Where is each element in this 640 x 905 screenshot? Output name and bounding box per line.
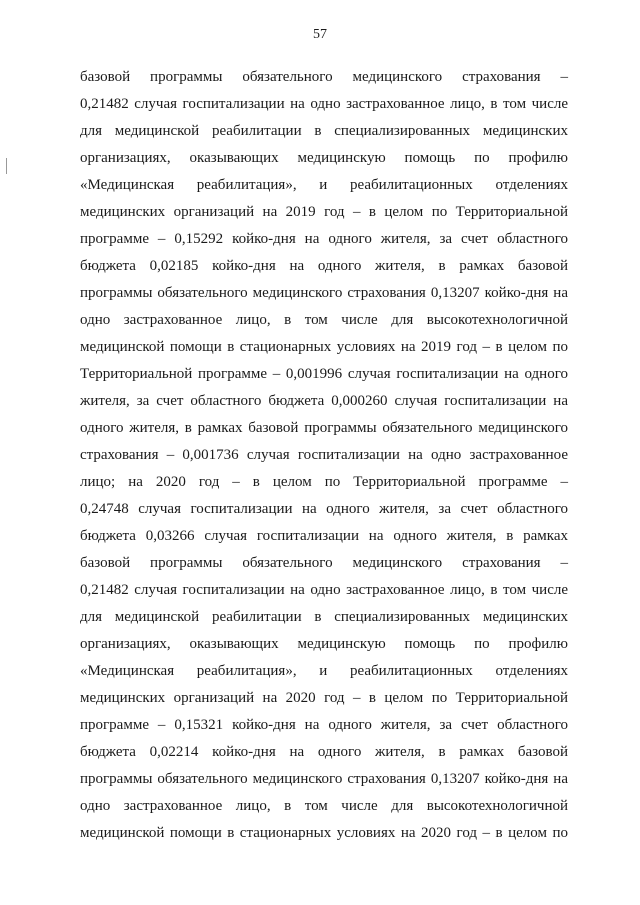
text-line: организациях, оказывающих медицинскую помощь по профилю [80,636,568,652]
text-line: бюджета 0,03266 случая госпитализации на одного жителя, в рамках [80,528,568,544]
text-line: «Медицинская реабилитация», и реабилитационных отделениях [80,663,568,679]
text-line: программе – 0,15292 койко-дня на одного жителя, за счет областного [80,231,568,247]
text-line: для медицинской реабилитации в специализированных медицинских [80,609,568,625]
page-number: 57 [313,27,327,42]
text-line: Территориальной программе – 0,001996 случая госпитализации на одного [80,366,568,382]
text-line: медицинской помощи в стационарных условиях на 2019 год – в целом по [80,339,568,355]
text-line: организациях, оказывающих медицинскую помощь по профилю [80,150,568,166]
text-line: медицинских организаций на 2019 год – в целом по Территориальной [80,204,568,220]
text-line: программы обязательного медицинского страхования 0,13207 койко-дня на [80,285,568,301]
text-line: программы обязательного медицинского страхования 0,13207 койко-дня на [80,771,568,787]
text-line: базовой программы обязательного медицинского страхования – [80,69,568,85]
text-line: бюджета 0,02185 койко-дня на одного жителя, в рамках базовой [80,258,568,274]
text-line: программе – 0,15321 койко-дня на одного жителя, за счет областного [80,717,568,733]
text-line: 0,24748 случая госпитализации на одного жителя, за счет областного [80,501,568,517]
text-line: медицинской помощи в стационарных условиях на 2020 год – в целом по [80,825,568,841]
body-text [80,64,568,847]
text-line: 0,21482 случая госпитализации на одно застрахованное лицо, в том числе [80,582,568,598]
text-line: базовой программы обязательного медицинского страхования – [80,555,568,571]
text-line: бюджета 0,02214 койко-дня на одного жителя, в рамках базовой [80,744,568,760]
text-line: «Медицинская реабилитация», и реабилитационных отделениях [80,177,568,193]
margin-mark [6,158,7,174]
text-line: страхования – 0,001736 случая госпитализации на одно застрахованное [80,447,568,463]
text-line: лицо; на 2020 год – в целом по Территориальной программе – [80,474,568,490]
text-line: медицинских организаций на 2020 год – в целом по Территориальной [80,690,568,706]
text-line: жителя, за счет областного бюджета 0,000260 случая госпитализации на [80,393,568,409]
text-line: 0,21482 случая госпитализации на одно застрахованное лицо, в том числе [80,96,568,112]
text-line: одно застрахованное лицо, в том числе для высокотехнологичной [80,312,568,328]
text-line: одного жителя, в рамках базовой программы обязательного медицинского [80,420,568,436]
text-line: для медицинской реабилитации в специализированных медицинских [80,123,568,139]
text-line: одно застрахованное лицо, в том числе для высокотехнологичной [80,798,568,814]
